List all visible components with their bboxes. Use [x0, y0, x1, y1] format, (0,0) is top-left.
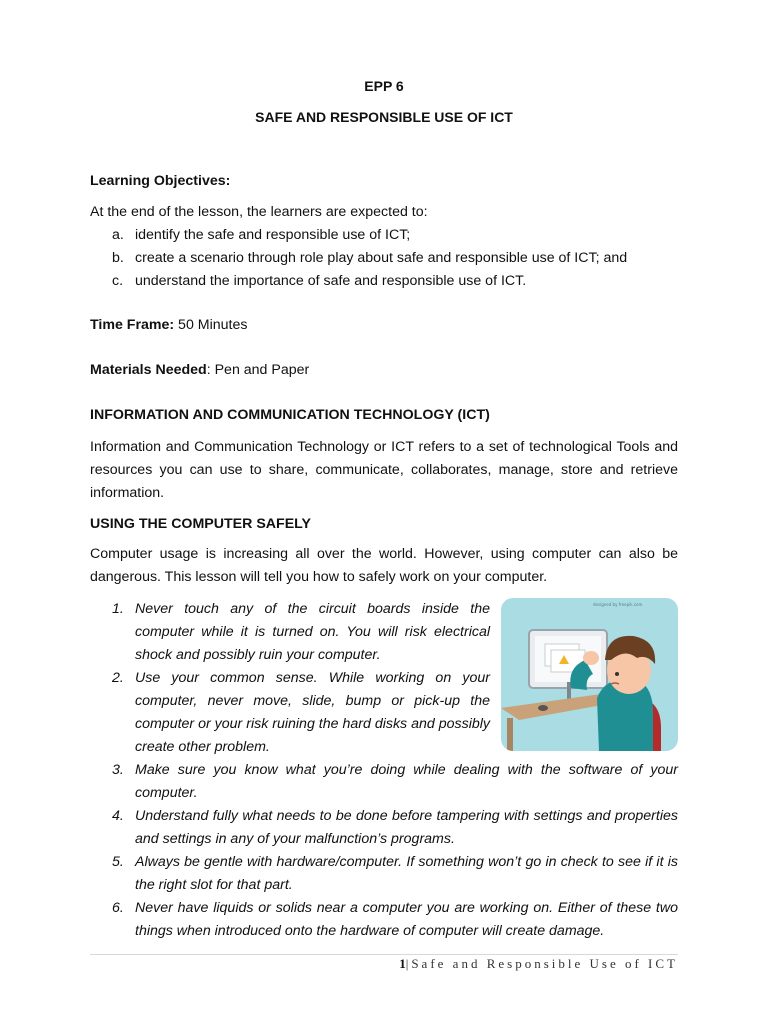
list-item — [90, 224, 678, 247]
list-item-text: create a scenario through role play about safe and responsible use of ICT; and — [135, 250, 628, 266]
list-item — [90, 759, 678, 805]
list-item — [90, 270, 678, 293]
monitor-icon — [529, 630, 607, 704]
safety-intro: Computer usage is increasing all over the world. However, using computer can also be dangerous. This lesson will tell you how to safely work on your computer. — [90, 546, 678, 585]
ict-heading: INFORMATION AND COMMUNICATION TECHNOLOGY (ICT) — [90, 407, 490, 423]
list-item-text: Never touch any of the circuit boards inside the computer while it is turned on. You will risk electrical shock and possibly ruin your computer. — [135, 601, 490, 663]
page-footer — [399, 956, 678, 972]
list-marker: c. — [112, 273, 124, 289]
materials-value: : Pen and Paper — [206, 362, 310, 378]
objectives-heading: Learning Objectives: — [90, 173, 231, 189]
list-marker: 1. — [112, 601, 124, 617]
list-item-text: Understand fully what needs to be done before tampering with settings and properties and settings in any of your malfunction’s programs. — [135, 808, 678, 847]
list-item-text: Never have liquids or solids near a computer you are working on. Either of these two things when introduced onto the hardware of computer will create damage. — [135, 900, 678, 939]
objectives-list — [90, 224, 678, 293]
time-frame — [90, 314, 678, 337]
document-page — [90, 0, 678, 1024]
list-item-text: understand the importance of safe and responsible use of ICT. — [135, 273, 527, 289]
list-marker: 4. — [112, 808, 124, 824]
list-marker: 6. — [112, 900, 124, 916]
footer-title: Safe and Responsible Use of ICT — [411, 956, 678, 971]
list-item-text: Always be gentle with hardware/computer. If something won’t go in check to see if it is the right slot for that part. — [135, 854, 678, 893]
document-title: SAFE AND RESPONSIBLE USE OF ICT — [255, 109, 513, 125]
materials-needed — [90, 359, 678, 382]
objectives-intro: At the end of the lesson, the learners are expected to: — [90, 204, 428, 220]
footer-separator: | — [405, 956, 412, 971]
list-item — [90, 897, 678, 943]
list-marker: 5. — [112, 854, 124, 870]
list-item — [90, 851, 678, 897]
list-item — [90, 247, 678, 270]
time-frame-value: 50 Minutes — [174, 317, 248, 333]
list-marker: 2. — [112, 670, 124, 686]
page-number: 1 — [399, 956, 406, 971]
list-item — [90, 805, 678, 851]
ict-paragraph: Information and Communication Technology or ICT refers to a set of technological Tools and resources you can use to share, communicate, collaborates, manage, store and retrieve information. — [90, 439, 678, 501]
list-item-text: identify the safe and responsible use of ICT; — [135, 227, 411, 243]
list-marker: b. — [112, 250, 124, 266]
list-marker: 3. — [112, 762, 124, 778]
time-frame-label: Time Frame: — [90, 317, 175, 333]
list-item-text: Use your common sense. While working on your computer, never move, slide, bump or pick-up the computer or your risk ruining the hard disks and possibly create other problem. — [135, 670, 490, 755]
list-marker: a. — [112, 227, 124, 243]
frustrated-computer-user-illustration — [501, 598, 678, 751]
footer-divider — [90, 954, 678, 955]
illustration-credit: designed by freepik.com — [593, 602, 643, 607]
safety-heading: USING THE COMPUTER SAFELY — [90, 516, 311, 532]
materials-label: Materials Needed — [90, 362, 207, 378]
course-code: EPP 6 — [364, 78, 404, 94]
list-item-text: Make sure you know what you’re doing while dealing with the software of your computer. — [135, 762, 678, 801]
